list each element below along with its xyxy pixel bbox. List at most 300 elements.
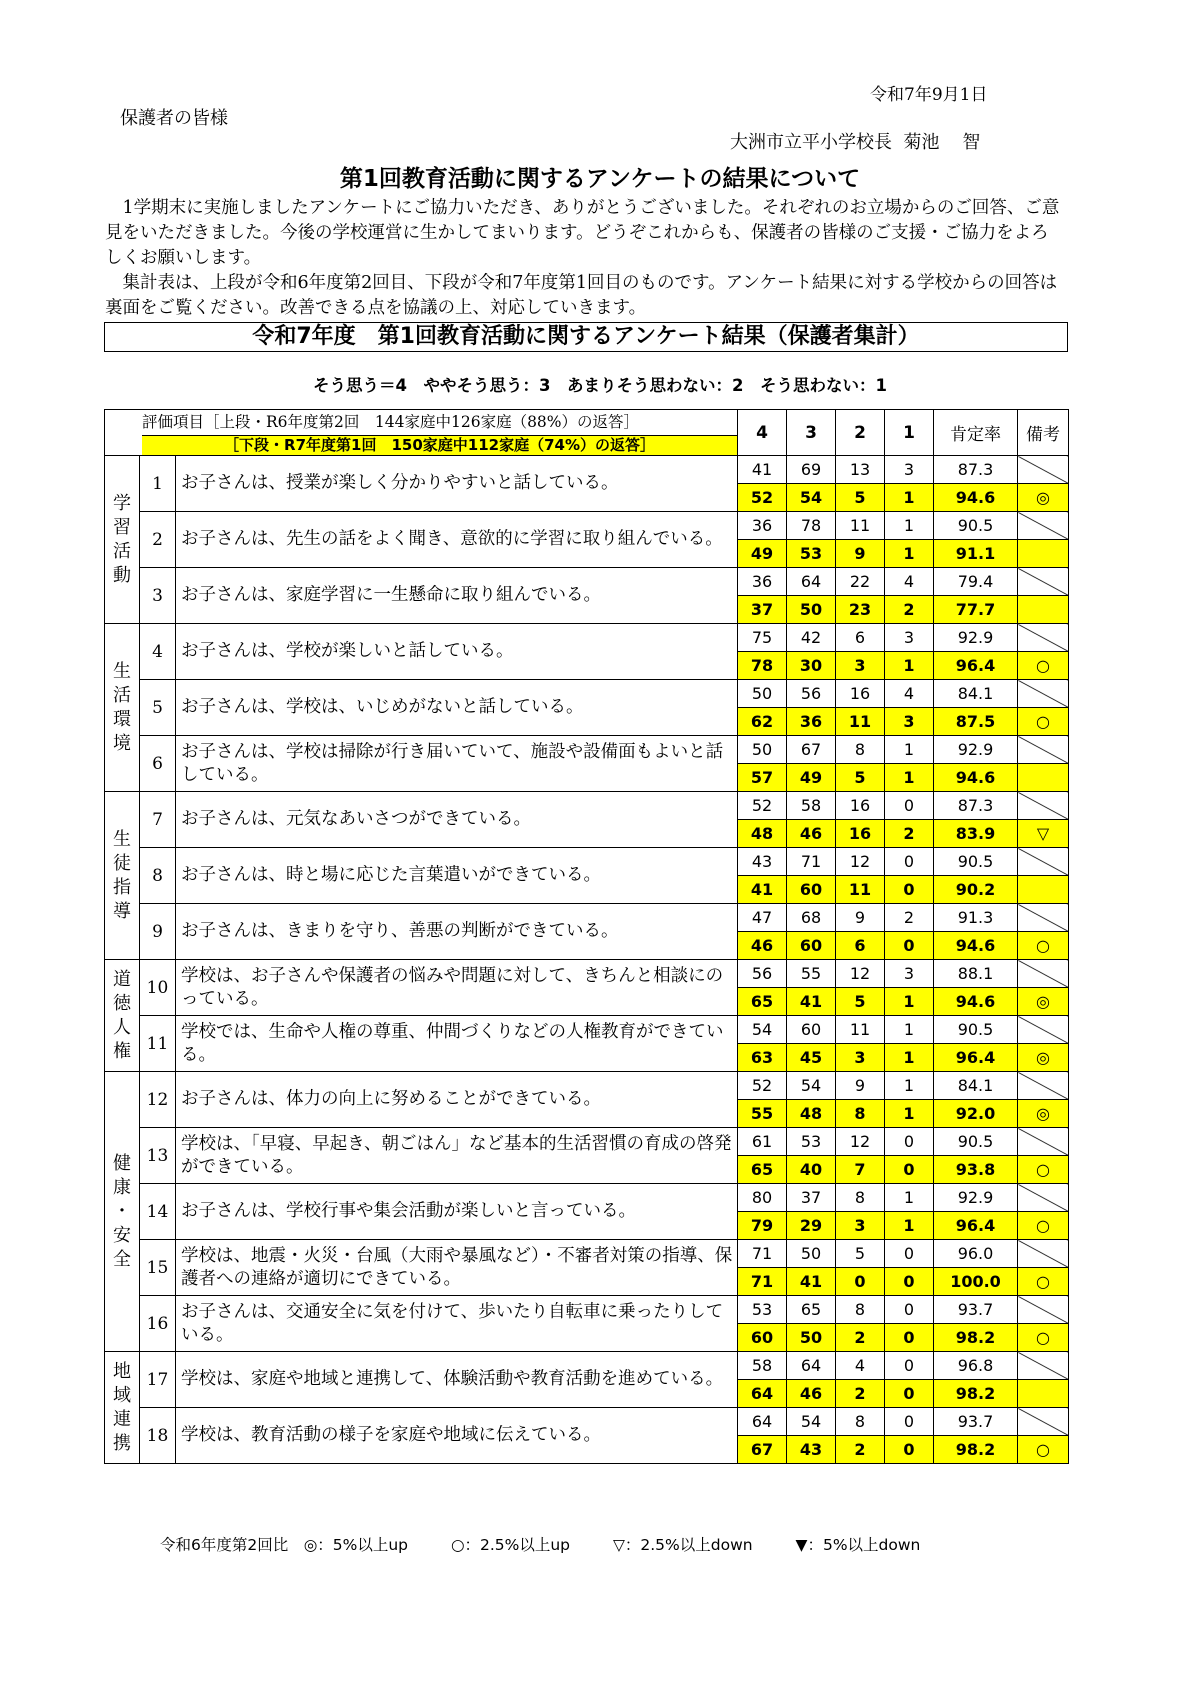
- current-rate: 94.6: [934, 988, 1018, 1016]
- header-prev-survey: 評価項目［上段・R6年度第2回 144家庭中126家庭（88%）の返答］: [142, 413, 640, 431]
- comparison-mark: ▽: [1018, 820, 1069, 848]
- table-row-prev: [105, 1352, 1069, 1380]
- current-count-2: 5: [836, 988, 885, 1016]
- current-count-1: 3: [885, 708, 934, 736]
- current-count-4: 78: [738, 652, 787, 680]
- item-question: 学校では、生命や人権の尊重、仲間づくりなどの人権教育ができている。: [176, 1016, 738, 1072]
- item-number: 2: [140, 512, 176, 568]
- note-empty: [1018, 680, 1069, 708]
- table-row-prev: [105, 456, 1069, 484]
- prev-count-4: 56: [738, 960, 787, 988]
- col-header-1: 1: [885, 410, 934, 456]
- salutation: 保護者の皆様: [120, 108, 228, 129]
- prev-count-3: 54: [787, 1408, 836, 1436]
- prev-count-1: 4: [885, 680, 934, 708]
- comparison-mark: ○: [1018, 1324, 1069, 1352]
- current-count-3: 49: [787, 764, 836, 792]
- current-count-1: 0: [885, 876, 934, 904]
- comparison-mark: ○: [1018, 708, 1069, 736]
- current-rate: 93.8: [934, 1156, 1018, 1184]
- header-cur-survey: ［下段・R7年度第1回 150家庭中112家庭（74%）の返答］: [142, 435, 737, 455]
- current-rate: 96.4: [934, 652, 1018, 680]
- prev-count-4: 75: [738, 624, 787, 652]
- item-number: 17: [140, 1352, 176, 1408]
- current-count-2: 23: [836, 596, 885, 624]
- current-count-2: 3: [836, 1212, 885, 1240]
- current-count-4: 60: [738, 1324, 787, 1352]
- prev-count-2: 12: [836, 848, 885, 876]
- prev-count-1: 0: [885, 848, 934, 876]
- intro-paragraph-1: 1学期末に実施しましたアンケートにご協力いただき、ありがとうございました。それぞれのお立場からのご回答、ご意見をいただきました。今後の学校運営に生かしてまいります。どうぞこれからも、保護者の皆様のご支援・ご協力をよろしくお願いします。: [105, 198, 1060, 268]
- col-header-3: 3: [787, 410, 836, 456]
- current-rate: 94.6: [934, 764, 1018, 792]
- current-rate: 87.5: [934, 708, 1018, 736]
- note-empty: [1018, 456, 1069, 484]
- current-count-4: 48: [738, 820, 787, 848]
- current-count-3: 36: [787, 708, 836, 736]
- prev-count-2: 13: [836, 456, 885, 484]
- prev-count-4: 36: [738, 568, 787, 596]
- legend-double-circle: 令和6年度第2回比 ◎：5%以上up: [160, 1536, 409, 1554]
- col-header-2: 2: [836, 410, 885, 456]
- prev-count-2: 16: [836, 680, 885, 708]
- current-count-1: 1: [885, 484, 934, 512]
- item-question: お子さんは、学校行事や集会活動が楽しいと言っている。: [176, 1184, 738, 1240]
- table-row-prev: [105, 904, 1069, 932]
- current-count-4: 55: [738, 1100, 787, 1128]
- current-rate: 92.0: [934, 1100, 1018, 1128]
- prev-rate: 84.1: [934, 680, 1018, 708]
- prev-count-2: 4: [836, 1352, 885, 1380]
- item-question: お子さんは、学校が楽しいと話している。: [176, 624, 738, 680]
- item-question: 学校は、地震・火災・台風（大雨や暴風など）・不審者対策の指導、保護者への連絡が適切にできている。: [176, 1240, 738, 1296]
- prev-count-2: 9: [836, 1072, 885, 1100]
- current-rate: 90.2: [934, 876, 1018, 904]
- table-row-prev: [105, 736, 1069, 764]
- prev-rate: 92.9: [934, 736, 1018, 764]
- prev-rate: 87.3: [934, 456, 1018, 484]
- current-count-3: 50: [787, 596, 836, 624]
- current-count-3: 29: [787, 1212, 836, 1240]
- item-number: 15: [140, 1240, 176, 1296]
- intro-paragraph-2: 集計表は、上段が令和6年度第2回目、下段が令和7年度第1回目のものです。アンケート結果に対する学校からの回答は裏面をご覧ください。改善できる点を協議の上、対応していきます。: [105, 273, 1058, 318]
- prev-rate: 96.8: [934, 1352, 1018, 1380]
- item-number: 10: [140, 960, 176, 1016]
- current-count-4: 46: [738, 932, 787, 960]
- current-count-4: 62: [738, 708, 787, 736]
- prev-count-3: 56: [787, 680, 836, 708]
- prev-rate: 90.5: [934, 1016, 1018, 1044]
- note-empty: [1018, 736, 1069, 764]
- table-row-prev: [105, 1408, 1069, 1436]
- current-count-4: 52: [738, 484, 787, 512]
- prev-rate: 87.3: [934, 792, 1018, 820]
- current-count-3: 50: [787, 1324, 836, 1352]
- current-rate: 83.9: [934, 820, 1018, 848]
- table-row-prev: [105, 624, 1069, 652]
- current-count-1: 1: [885, 988, 934, 1016]
- item-number: 4: [140, 624, 176, 680]
- item-question: お子さんは、授業が楽しく分かりやすいと話している。: [176, 456, 738, 512]
- prev-count-4: 54: [738, 1016, 787, 1044]
- current-count-1: 0: [885, 1156, 934, 1184]
- current-rate: 100.0: [934, 1268, 1018, 1296]
- current-count-3: 46: [787, 820, 836, 848]
- prev-count-4: 50: [738, 736, 787, 764]
- item-number: 14: [140, 1184, 176, 1240]
- prev-count-2: 22: [836, 568, 885, 596]
- table-header-row: [105, 410, 1069, 456]
- current-count-4: 65: [738, 1156, 787, 1184]
- prev-count-1: 3: [885, 456, 934, 484]
- current-count-3: 41: [787, 1268, 836, 1296]
- table-row-prev: [105, 960, 1069, 988]
- item-number: 11: [140, 1016, 176, 1072]
- current-count-4: 67: [738, 1436, 787, 1464]
- note-empty: [1018, 512, 1069, 540]
- prev-rate: 92.9: [934, 1184, 1018, 1212]
- table-row-prev: [105, 1072, 1069, 1100]
- prev-count-4: 80: [738, 1184, 787, 1212]
- current-rate: 96.4: [934, 1212, 1018, 1240]
- legend-triangle-down-outline: ▽：2.5%以上down: [612, 1536, 753, 1554]
- col-header-rate: 肯定率: [934, 410, 1018, 456]
- item-number: 13: [140, 1128, 176, 1184]
- prev-count-3: 64: [787, 1352, 836, 1380]
- prev-rate: 90.5: [934, 1128, 1018, 1156]
- prev-count-3: 42: [787, 624, 836, 652]
- comparison-mark: [1018, 764, 1069, 792]
- current-count-3: 54: [787, 484, 836, 512]
- prev-count-2: 16: [836, 792, 885, 820]
- table-row-prev: [105, 1128, 1069, 1156]
- document-title: 第1回教育活動に関するアンケートの結果について: [339, 166, 861, 192]
- header-eval-cell: [105, 410, 738, 456]
- note-empty: [1018, 1184, 1069, 1212]
- current-count-2: 0: [836, 1268, 885, 1296]
- comparison-mark: ○: [1018, 1212, 1069, 1240]
- prev-count-3: 54: [787, 1072, 836, 1100]
- category-label: 道 徳 人 権: [105, 960, 140, 1072]
- prev-count-4: 61: [738, 1128, 787, 1156]
- current-count-1: 2: [885, 596, 934, 624]
- prev-count-2: 5: [836, 1240, 885, 1268]
- item-number: 16: [140, 1296, 176, 1352]
- note-empty: [1018, 1016, 1069, 1044]
- note-empty: [1018, 1072, 1069, 1100]
- current-count-1: 1: [885, 1044, 934, 1072]
- comparison-mark: ○: [1018, 652, 1069, 680]
- comparison-mark: ○: [1018, 932, 1069, 960]
- current-count-3: 45: [787, 1044, 836, 1072]
- current-count-1: 1: [885, 540, 934, 568]
- note-empty: [1018, 848, 1069, 876]
- table-row-prev: [105, 1240, 1069, 1268]
- current-count-2: 2: [836, 1324, 885, 1352]
- prev-count-1: 2: [885, 904, 934, 932]
- item-question: お子さんは、元気なあいさつができている。: [176, 792, 738, 848]
- current-count-2: 11: [836, 708, 885, 736]
- prev-count-4: 36: [738, 512, 787, 540]
- current-count-1: 0: [885, 932, 934, 960]
- comparison-mark: ◎: [1018, 1100, 1069, 1128]
- current-count-1: 0: [885, 1324, 934, 1352]
- table-row-prev: [105, 568, 1069, 596]
- note-empty: [1018, 904, 1069, 932]
- current-count-3: 41: [787, 988, 836, 1016]
- note-empty: [1018, 792, 1069, 820]
- item-question: お子さんは、家庭学習に一生懸命に取り組んでいる。: [176, 568, 738, 624]
- prev-count-1: 1: [885, 1016, 934, 1044]
- col-header-note: 備考: [1018, 410, 1069, 456]
- item-number: 12: [140, 1072, 176, 1128]
- results-banner: 令和7年度 第1回教育活動に関するアンケート結果（保護者集計）: [104, 322, 1068, 352]
- category-label: 健 康 ・ 安 全: [105, 1072, 140, 1352]
- item-number: 18: [140, 1408, 176, 1464]
- prev-count-4: 64: [738, 1408, 787, 1436]
- comparison-mark: ◎: [1018, 988, 1069, 1016]
- comparison-mark: ○: [1018, 1268, 1069, 1296]
- prev-count-2: 6: [836, 624, 885, 652]
- current-count-1: 1: [885, 764, 934, 792]
- results-table: [104, 409, 1069, 1464]
- current-count-4: 63: [738, 1044, 787, 1072]
- item-number: 1: [140, 456, 176, 512]
- comparison-mark: ◎: [1018, 1044, 1069, 1072]
- current-rate: 98.2: [934, 1436, 1018, 1464]
- item-number: 5: [140, 680, 176, 736]
- item-question: お子さんは、先生の話をよく聞き、意欲的に学習に取り組んでいる。: [176, 512, 738, 568]
- item-question: お子さんは、学校は、いじめがないと話している。: [176, 680, 738, 736]
- prev-count-3: 69: [787, 456, 836, 484]
- comparison-mark: ◎: [1018, 484, 1069, 512]
- prev-count-3: 58: [787, 792, 836, 820]
- item-question: お子さんは、きまりを守り、善悪の判断ができている。: [176, 904, 738, 960]
- note-empty: [1018, 960, 1069, 988]
- prev-count-2: 12: [836, 1128, 885, 1156]
- prev-count-1: 0: [885, 1296, 934, 1324]
- current-count-4: 41: [738, 876, 787, 904]
- item-question: 学校は、教育活動の様子を家庭や地域に伝えている。: [176, 1408, 738, 1464]
- table-row-prev: [105, 1016, 1069, 1044]
- current-count-1: 0: [885, 1436, 934, 1464]
- current-count-1: 1: [885, 652, 934, 680]
- note-empty: [1018, 1296, 1069, 1324]
- item-number: 8: [140, 848, 176, 904]
- prev-count-4: 71: [738, 1240, 787, 1268]
- current-count-2: 3: [836, 1044, 885, 1072]
- current-count-4: 79: [738, 1212, 787, 1240]
- comparison-mark: [1018, 876, 1069, 904]
- current-count-2: 3: [836, 652, 885, 680]
- document-date: 令和7年9月1日: [870, 85, 988, 105]
- note-empty: [1018, 568, 1069, 596]
- current-count-4: 37: [738, 596, 787, 624]
- current-count-1: 1: [885, 1100, 934, 1128]
- prev-rate: 91.3: [934, 904, 1018, 932]
- prev-count-1: 0: [885, 1352, 934, 1380]
- current-rate: 98.2: [934, 1324, 1018, 1352]
- prev-count-3: 53: [787, 1128, 836, 1156]
- intro-text: [105, 196, 1065, 321]
- prev-count-3: 37: [787, 1184, 836, 1212]
- note-empty: [1018, 1240, 1069, 1268]
- comparison-mark: [1018, 1380, 1069, 1408]
- col-header-4: 4: [738, 410, 787, 456]
- current-count-1: 0: [885, 1268, 934, 1296]
- prev-count-3: 67: [787, 736, 836, 764]
- current-count-3: 48: [787, 1100, 836, 1128]
- prev-count-1: 3: [885, 960, 934, 988]
- prev-count-4: 41: [738, 456, 787, 484]
- category-label: 地 域 連 携: [105, 1352, 140, 1464]
- current-rate: 96.4: [934, 1044, 1018, 1072]
- legend-circle: ○：2.5%以上up: [450, 1536, 571, 1554]
- current-count-2: 16: [836, 820, 885, 848]
- prev-count-3: 68: [787, 904, 836, 932]
- prev-count-1: 1: [885, 1184, 934, 1212]
- prev-count-2: 11: [836, 512, 885, 540]
- prev-count-3: 60: [787, 1016, 836, 1044]
- current-count-1: 0: [885, 1380, 934, 1408]
- table-row-prev: [105, 512, 1069, 540]
- current-count-4: 57: [738, 764, 787, 792]
- prev-count-1: 3: [885, 624, 934, 652]
- prev-count-1: 4: [885, 568, 934, 596]
- current-count-1: 2: [885, 820, 934, 848]
- current-count-3: 40: [787, 1156, 836, 1184]
- current-rate: 94.6: [934, 932, 1018, 960]
- table-row-prev: [105, 680, 1069, 708]
- item-question: 学校は、家庭や地域と連携して、体験活動や教育活動を進めている。: [176, 1352, 738, 1408]
- current-count-4: 71: [738, 1268, 787, 1296]
- current-rate: 77.7: [934, 596, 1018, 624]
- note-empty: [1018, 624, 1069, 652]
- current-count-3: 60: [787, 876, 836, 904]
- prev-count-2: 11: [836, 1016, 885, 1044]
- prev-count-2: 8: [836, 1296, 885, 1324]
- prev-count-3: 71: [787, 848, 836, 876]
- item-question: お子さんは、交通安全に気を付けて、歩いたり自転車に乗ったりしている。: [176, 1296, 738, 1352]
- item-question: お子さんは、体力の向上に努めることができている。: [176, 1072, 738, 1128]
- current-count-2: 9: [836, 540, 885, 568]
- prev-count-1: 0: [885, 1128, 934, 1156]
- prev-count-1: 1: [885, 736, 934, 764]
- sender: 大洲市立平小学校長 菊池 智: [730, 132, 981, 153]
- comparison-mark: ○: [1018, 1436, 1069, 1464]
- prev-count-4: 47: [738, 904, 787, 932]
- current-count-2: 2: [836, 1436, 885, 1464]
- prev-rate: 92.9: [934, 624, 1018, 652]
- comparison-mark: [1018, 540, 1069, 568]
- current-count-3: 53: [787, 540, 836, 568]
- item-number: 6: [140, 736, 176, 792]
- current-count-2: 5: [836, 484, 885, 512]
- current-count-2: 2: [836, 1380, 885, 1408]
- prev-count-4: 50: [738, 680, 787, 708]
- comparison-mark: ○: [1018, 1156, 1069, 1184]
- rating-legend: そう思う＝4 ややそう思う：3 あまりそう思わない：2 そう思わない：1: [313, 376, 887, 395]
- current-rate: 94.6: [934, 484, 1018, 512]
- table-row-prev: [105, 1184, 1069, 1212]
- current-count-4: 49: [738, 540, 787, 568]
- prev-count-3: 65: [787, 1296, 836, 1324]
- prev-count-1: 1: [885, 1072, 934, 1100]
- current-count-1: 1: [885, 1212, 934, 1240]
- current-count-2: 7: [836, 1156, 885, 1184]
- current-count-2: 8: [836, 1100, 885, 1128]
- current-count-4: 64: [738, 1380, 787, 1408]
- comparison-legend: [160, 1533, 958, 1555]
- prev-count-3: 64: [787, 568, 836, 596]
- current-count-2: 11: [836, 876, 885, 904]
- prev-count-3: 55: [787, 960, 836, 988]
- prev-count-1: 0: [885, 1408, 934, 1436]
- item-question: 学校は、「早寝、早起き、朝ごはん」など基本的生活習慣の育成の啓発ができている。: [176, 1128, 738, 1184]
- prev-count-2: 8: [836, 1184, 885, 1212]
- note-empty: [1018, 1128, 1069, 1156]
- prev-rate: 93.7: [934, 1296, 1018, 1324]
- current-count-3: 46: [787, 1380, 836, 1408]
- prev-count-1: 0: [885, 1240, 934, 1268]
- current-count-3: 60: [787, 932, 836, 960]
- category-label: 学 習 活 動: [105, 456, 140, 624]
- prev-count-3: 78: [787, 512, 836, 540]
- current-count-2: 5: [836, 764, 885, 792]
- current-count-2: 6: [836, 932, 885, 960]
- table-row-prev: [105, 1296, 1069, 1324]
- prev-count-4: 58: [738, 1352, 787, 1380]
- prev-count-4: 52: [738, 1072, 787, 1100]
- prev-count-2: 8: [836, 736, 885, 764]
- note-empty: [1018, 1408, 1069, 1436]
- prev-count-1: 1: [885, 512, 934, 540]
- item-number: 9: [140, 904, 176, 960]
- prev-count-4: 43: [738, 848, 787, 876]
- prev-count-4: 53: [738, 1296, 787, 1324]
- prev-count-1: 0: [885, 792, 934, 820]
- category-label: 生 徒 指 導: [105, 792, 140, 960]
- comparison-mark: [1018, 596, 1069, 624]
- category-label: 生 活 環 境: [105, 624, 140, 792]
- prev-rate: 93.7: [934, 1408, 1018, 1436]
- item-question: お子さんは、時と場に応じた言葉遣いができている。: [176, 848, 738, 904]
- prev-rate: 90.5: [934, 512, 1018, 540]
- prev-count-4: 52: [738, 792, 787, 820]
- prev-count-2: 8: [836, 1408, 885, 1436]
- table-row-prev: [105, 792, 1069, 820]
- item-number: 3: [140, 568, 176, 624]
- prev-rate: 90.5: [934, 848, 1018, 876]
- current-rate: 91.1: [934, 540, 1018, 568]
- current-count-3: 43: [787, 1436, 836, 1464]
- prev-rate: 84.1: [934, 1072, 1018, 1100]
- prev-rate: 88.1: [934, 960, 1018, 988]
- table-row-prev: [105, 848, 1069, 876]
- legend-triangle-down-filled: ▼：5%以上down: [795, 1536, 921, 1554]
- current-count-4: 65: [738, 988, 787, 1016]
- prev-count-2: 9: [836, 904, 885, 932]
- note-empty: [1018, 1352, 1069, 1380]
- item-number: 7: [140, 792, 176, 848]
- prev-count-2: 12: [836, 960, 885, 988]
- current-count-3: 30: [787, 652, 836, 680]
- prev-rate: 79.4: [934, 568, 1018, 596]
- item-question: 学校は、お子さんや保護者の悩みや問題に対して、きちんと相談にのっている。: [176, 960, 738, 1016]
- current-rate: 98.2: [934, 1380, 1018, 1408]
- prev-rate: 96.0: [934, 1240, 1018, 1268]
- item-question: お子さんは、学校は掃除が行き届いていて、施設や設備面もよいと話している。: [176, 736, 738, 792]
